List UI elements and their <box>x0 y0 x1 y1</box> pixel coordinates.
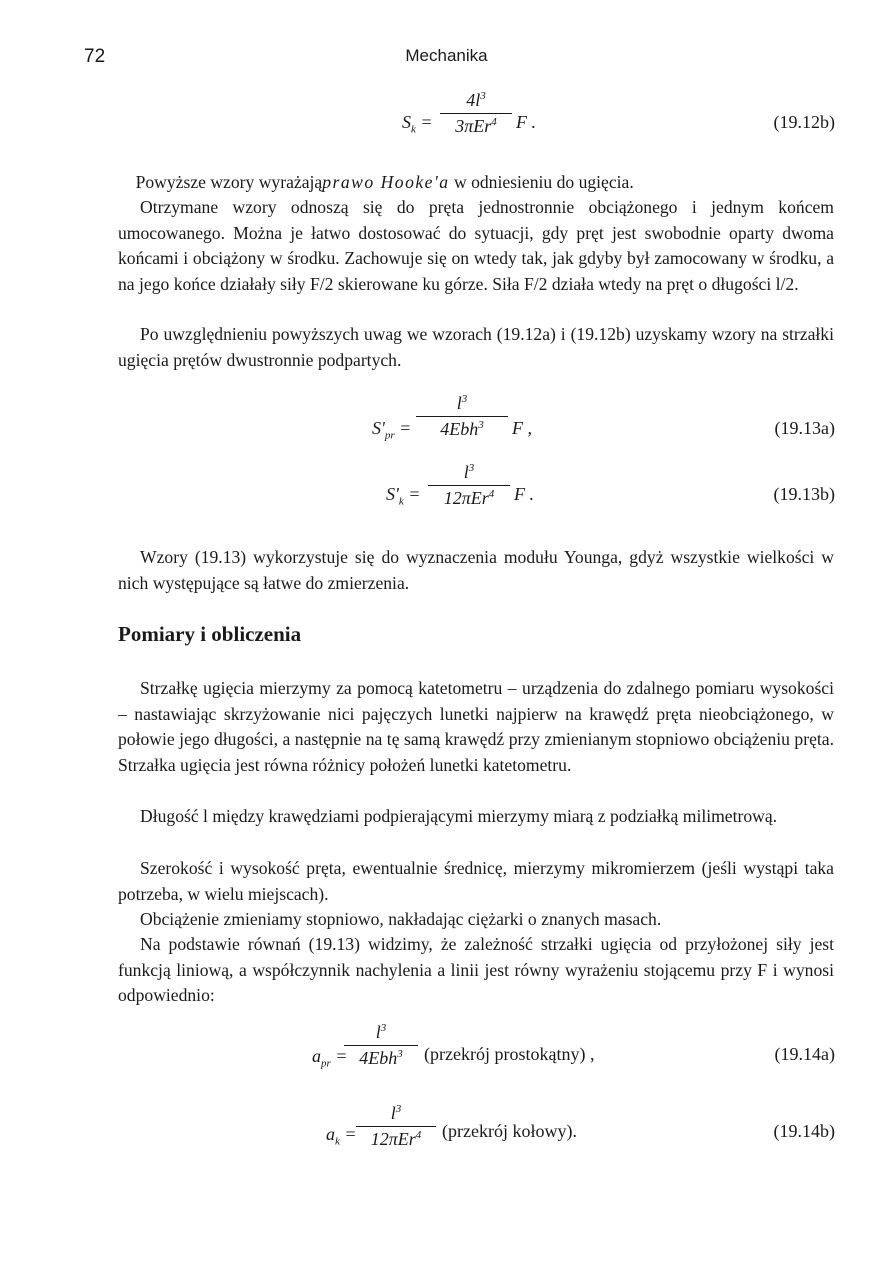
equation-number: (19.13a) <box>774 418 835 438</box>
paragraph-width-height: Szerokość i wysokość pręta, ewentualnie średnicę, mierzymy mikromierzem (jeśli wystąpi taka potrzeba, w wielu miejscach). <box>118 858 834 904</box>
equation-number: (19.12b) <box>773 112 835 132</box>
paragraph-adaptation: Otrzymane wzory odnoszą się do pręta jednostronnie obciążonego i jednym końcem umocowanego. Można je łatwo dostosować do sytuacji, gdy pręt jest swobodnie oparty dwoma końcami i obciążony w środku. Zachowuje się on wtedy tak, jak gdyby był zamocowany w środku, a na jego końce działały siły F/2 skierowane ku górze. Siła F/2 działa wtedy na pręt o długości l/2. <box>118 197 834 294</box>
section-heading: Pomiary i obliczenia <box>118 622 302 646</box>
page-number: 72 <box>84 46 106 67</box>
paragraph-load: Obciążenie zmieniamy stopniowo, nakładając ciężarki o znanych masach. <box>140 909 662 929</box>
paragraph-measurement: Strzałkę ugięcia mierzymy za pomocą katetometru – urządzenia do zdalnego pomiaru wysokości – nastawiając skrzyżowanie nici pajęczych lunetki najpierw na krawędź pręta nieobciążonego, w połowie jego długości, a następnie na tę samą krawędź przy zmienianym stopniowo obciążeniu pręta. Strzałka ugięcia jest równa różnicy położeń lunetki katetometru. <box>118 678 834 775</box>
book-page: 72 Mechanika $S_k$ = $4l^3$ 3πEr$^4$ F . (19.12b) Powyższe wzory wyrażająprawo Hooke'a w odniesieniu do ugięcia. Otrzymane wzory odnoszą się do pręta jednostronnie obciążonego i jednym końcem umocowanego. Można je łatwo dostosować do sytuacji, gdy pręt jest swobodnie oparty dwoma końcami i obciążony w środku. Zachowuje się on wtedy tak, jak gdyby był zamocowany w środku, a na jego końce działały siły F/2 skierowane ku górze. Siła F/2 działa wtedy na pręt o długości l/2. Po uwzględnieniu powyższych uwag we wzorach (19.12a) i (19.12b) uzyskamy wzory na strzałki ugięcia prętów dwustronnie podpartych. $S'_{pr}$ = $l^3$ 4Ebh$^3$ F , (19.13a) $S'_k$ = $l^3$ 12πEr$^4$ F . (19.13b) Wzory (19.13) wykorzystuje się do wyznaczenia modułu Younga, gdyż wszystkie wielkości w nich występujące są łatwe do zmierzenia. Pomiary i obliczenia Strzałkę ugięcia mierzymy za pomocą katetometru – urządzenia do zdalnego pomiaru wysokości – nastawiając skrzyżowanie nici pajęczych lunetki najpierw na krawędź pręta nieobciążonego, w połowie jego długości, a następnie na tę samą krawędź przy zmienianym stopniowo obciążeniu pręta. Strzałka ugięcia jest równa różnicy położeń lunetki katetometru. Długość l między krawędziami podpierającymi mierzymy miarą z podziałką milimetrową. Szerokość i wysokość pręta, ewentualnie średnicę, mierzymy mikromierzem (jeśli wystąpi taka potrzeba, w wielu miejscach). Obciążenie zmieniamy stopniowo, nakładając ciężarki o znanych masach. Na podstawie równań (19.13) widzimy, że zależność strzałki ugięcia od przyłożonej siły jest funkcją liniową, a współczynnik nachylenia a linii jest równy wyrażeniu stojącemu przy F i wynosi odpowiednio: $a_{pr}$ = $l^3$ 4Ebh$^3$ (przekrój prostokątny) , (19.14a) $a_k$ = $l^3$ 12πEr$^4$ (przekrój kołowy). (19.14b) <box>0 0 893 1263</box>
paragraph-formulas-intro: Po uwzględnieniu powyższych uwag we wzorach (19.12a) i (19.12b) uzyskamy wzory na strzałki ugięcia prętów dwustronnie podpartych. <box>118 324 834 370</box>
equation-number: (19.14b) <box>773 1121 835 1141</box>
paragraph-young-modulus: Wzory (19.13) wykorzystuje się do wyznaczenia modułu Younga, gdyż wszystkie wielkości w nich występujące są łatwe do zmierzenia. <box>118 547 834 593</box>
equation-number: (19.14a) <box>774 1044 835 1064</box>
running-title: Mechanika <box>405 46 488 65</box>
paragraph-hooke: Powyższe wzory wyrażająprawo Hooke'a w odniesieniu do ugięcia. <box>135 172 634 192</box>
paragraph-linear: Na podstawie równań (19.13) widzimy, że zależność strzałki ugięcia od przyłożonej siły jest funkcją liniową, a współczynnik nachylenia a linii jest równy wyrażeniu stojącemu przy F i wynosi odpowiednio: <box>118 934 834 1005</box>
eq-fraction: $4l^3$ 3πEr$^4$ <box>440 90 512 137</box>
eq-lhs: $S_k$ = <box>402 112 433 136</box>
equation-number: (19.13b) <box>773 484 835 504</box>
emphasis-hookes-law: prawo Hooke'a <box>322 172 450 192</box>
paragraph-length: Długość l między krawędziami podpierającymi mierzymy miarą z podziałką milimetrową. <box>140 806 778 826</box>
eq-rhs: F . <box>516 112 536 132</box>
